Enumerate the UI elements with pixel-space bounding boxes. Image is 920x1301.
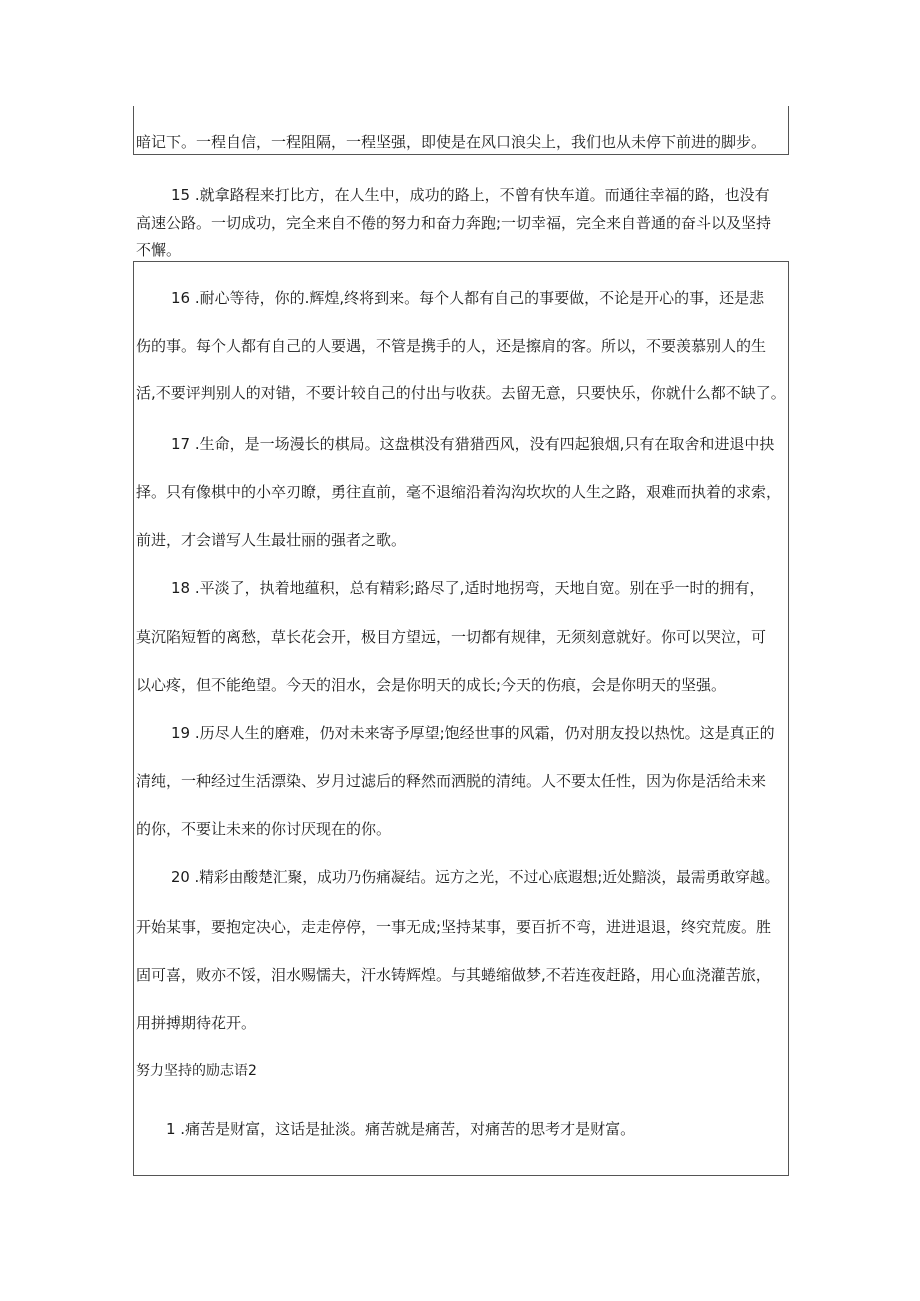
paragraph-20-line-3: 固可喜，败亦不馁，泪水赐懦夫，汗水铸辉煌。与其蜷缩做梦,不若连夜赶路，用心血浇灌苦旅， bbox=[136, 966, 771, 984]
paragraph-20-line-1: 20 .精彩由酸楚汇聚，成功乃伤痛凝结。远方之光，不过心底遐想;近处黯淡，最需勇敢穿越。 bbox=[171, 869, 780, 886]
paragraph-16-line-1: 16 .耐心等待，你的.辉煌,终将到来。每个人都有自己的事要做，不论是开心的事，还是悲 bbox=[171, 289, 765, 307]
section-title: 努力坚持的励志语2 bbox=[136, 1063, 257, 1079]
paragraph-15-line-3: 不懈。 bbox=[136, 241, 182, 259]
paragraph-20-line-2: 开始某事，要抱定决心，走走停停，一事无成;坚持某事，要百折不弯，进进退退，终究荒废。胜 bbox=[136, 918, 772, 936]
paragraph-17-line-3: 前进，才会谱写人生最壮丽的强者之歌。 bbox=[136, 531, 407, 549]
paragraph-16-line-3: 活,不要评判别人的对错，不要计较自己的付出与收获。去留无意，只要快乐，你就什么都不缺了。 bbox=[136, 384, 786, 402]
paragraph-19-line-1: 19 .历尽人生的磨难，仍对未来寄予厚望;饱经世事的风霜，仍对朋友投以热忱。这是真正的 bbox=[171, 724, 775, 742]
paragraph-20-line-4: 用拼搏期待花开。 bbox=[136, 1014, 257, 1032]
paragraph-19-line-3: 的你，不要让未来的你讨厌现在的你。 bbox=[136, 820, 392, 838]
paragraph-19-line-2: 清纯，一种经过生活漂染、岁月过滤后的释然而洒脱的清纯。人不要太任性，因为你是活给未来 bbox=[136, 772, 767, 790]
paragraph-18-line-3: 以心疼，但不能绝望。今天的泪水，会是你明天的成长;今天的伤痕，会是你明天的坚强。 bbox=[136, 676, 727, 694]
paragraph-17-line-1: 17 .生命，是一场漫长的棋局。这盘棋没有猎猎西风，没有四起狼烟,只有在取舍和进退中抉 bbox=[171, 435, 775, 453]
paragraph-18-line-2: 莫沉陷短暂的离愁，草长花会开，极目方望远，一切都有规律，无须刻意就好。你可以哭泣，可 bbox=[136, 628, 767, 646]
paragraph-15-line-2: 高速公路。一切成功，完全来自不倦的努力和奋力奔跑;一切幸福，完全来自普通的奋斗以及坚持 bbox=[136, 214, 772, 232]
paragraph-18-line-1: 18 .平淡了，执着地蕴积，总有精彩;路尽了,适时地拐弯，天地自宽。别在乎一时的拥有， bbox=[171, 579, 765, 597]
paragraph-1-line-1: 1 .痛苦是财富，这话是扯淡。痛苦就是痛苦，对痛苦的思考才是财富。 bbox=[166, 1120, 636, 1138]
paragraph-16-line-2: 伤的事。每个人都有自己的人要遇，不管是携手的人，还是擦肩的客。所以，不要羡慕别人的生 bbox=[136, 337, 767, 355]
paragraph-15-line-1: 15 .就拿路程来打比方，在人生中，成功的路上，不曾有快车道。而通往幸福的路，也没有 bbox=[171, 186, 770, 204]
paragraph-17-line-2: 择。只有像棋中的小卒刃瞭，勇往直前，毫不退缩沿着沟沟坎坎的人生之路，艰难而执着的求索， bbox=[136, 483, 782, 501]
paragraph-14-end: 暗记下。一程自信，一程阻隔，一程坚强，即使是在风口浪尖上，我们也从未停下前进的脚步。 bbox=[136, 133, 767, 151]
